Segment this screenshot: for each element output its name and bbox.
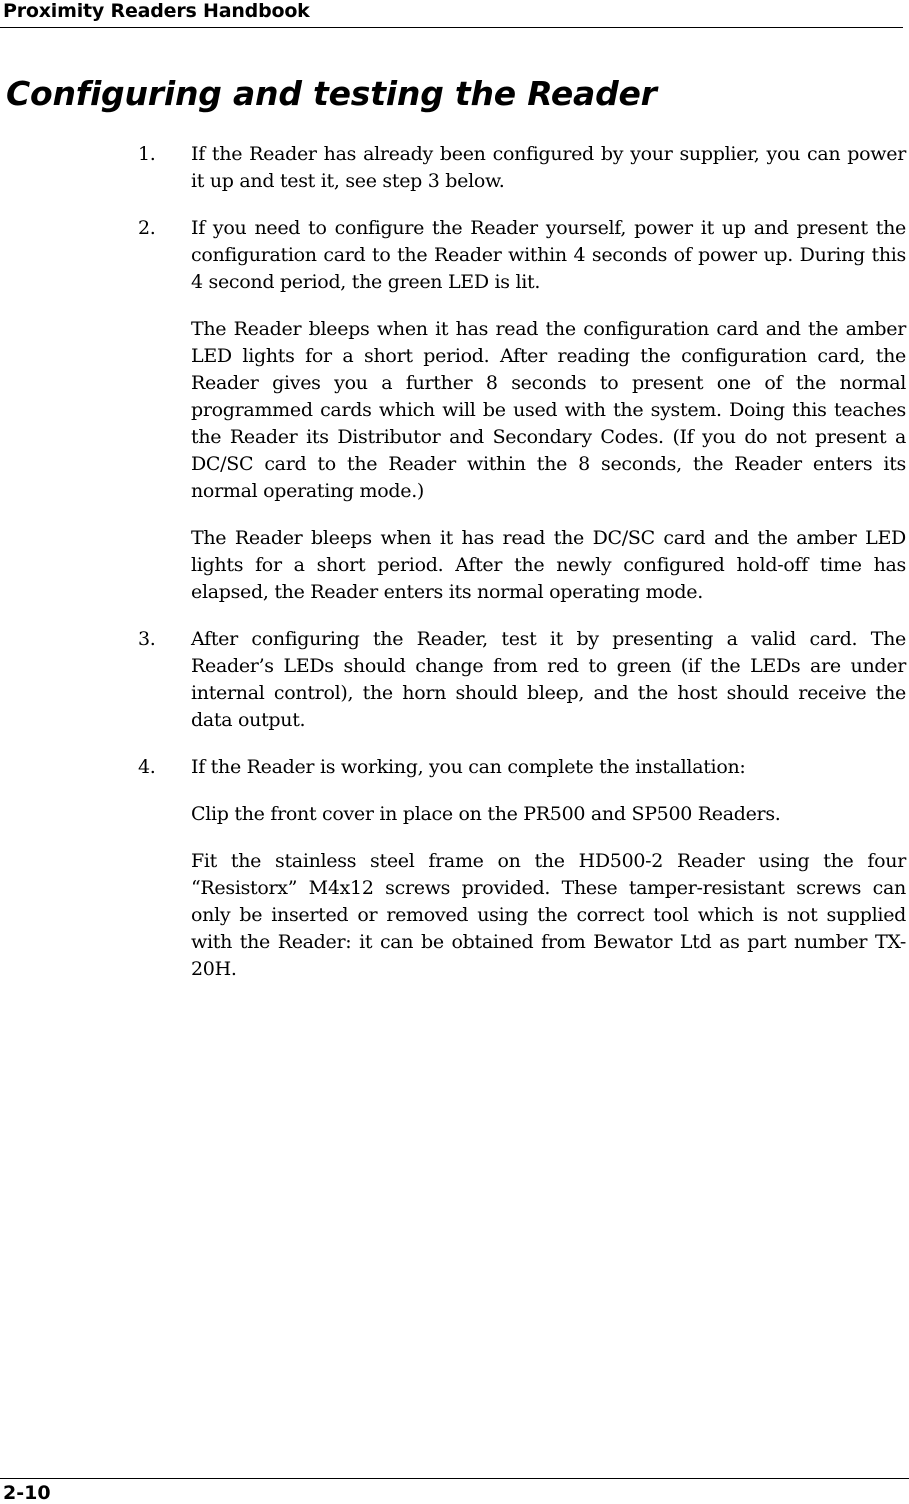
step-text: If you need to configure the Reader yourself, power it up and present the configuration card to the Reader within 4 seconds of power up. During this 4 second period, the green LED is lit. bbox=[191, 217, 906, 293]
footer-rule bbox=[0, 1478, 909, 1479]
procedure-list bbox=[138, 141, 906, 1003]
page-title: Configuring and testing the Reader bbox=[6, 74, 657, 113]
step-number: 2. bbox=[138, 217, 156, 239]
header-rule bbox=[0, 27, 903, 28]
step-4-paragraph: Fit the stainless steel frame on the HD500-2 Reader using the four “Resistorx” M4x12 screws provided. These tamper-resistant screws can only be inserted or removed using the correct tool which is not supplied with the Reader: it can be obtained from Bewator Ltd as part number TX-20H. bbox=[191, 850, 906, 980]
step-text: If the Reader is working, you can complete the installation: bbox=[191, 756, 746, 778]
step-3 bbox=[138, 626, 906, 734]
step-text: After configuring the Reader, test it by presenting a valid card. The Reader’s LEDs should change from red to green (if the LEDs are under internal control), the horn should bleep, and the host should receive the data output. bbox=[191, 628, 906, 731]
page-number: 2-10 bbox=[3, 1482, 51, 1504]
step-4-paragraph: Clip the front cover in place on the PR500 and SP500 Readers. bbox=[191, 803, 781, 825]
step-text: If the Reader has already been configured by your supplier, you can power it up and test it, see step 3 below. bbox=[191, 143, 906, 192]
step-2-paragraph: The Reader bleeps when it has read the configuration card and the amber LED lights for a short period. After reading the configuration card, the Reader gives you a further 8 seconds to present one of the normal programmed cards which will be used with the system. Doing this teaches the Reader its Distributor and Secondary Codes. (If you do not present a DC/SC card to the Reader within the 8 seconds, the Reader enters its normal operating mode.) bbox=[191, 318, 906, 502]
step-2-paragraph: The Reader bleeps when it has read the DC/SC card and the amber LED lights for a short period. After the newly configured hold-off time has elapsed, the Reader enters its normal operating mode. bbox=[191, 527, 906, 603]
running-header: Proximity Readers Handbook bbox=[3, 0, 310, 22]
step-number: 4. bbox=[138, 756, 156, 778]
step-1 bbox=[138, 141, 906, 195]
step-number: 3. bbox=[138, 628, 156, 650]
step-2 bbox=[138, 215, 906, 296]
step-number: 1. bbox=[138, 143, 156, 165]
step-4 bbox=[138, 754, 906, 781]
